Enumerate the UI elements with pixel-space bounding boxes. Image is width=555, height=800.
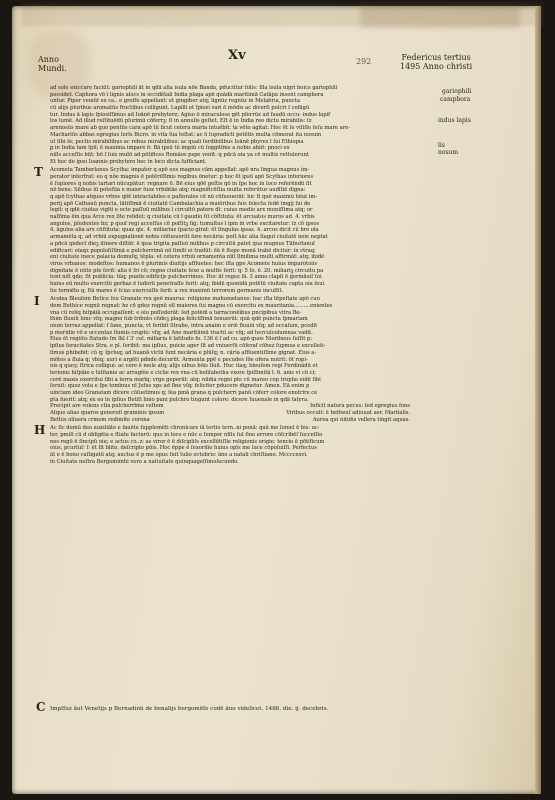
- text-line: oium terraz appellat: ſ ſane, puncta, vt ſeribit Strabo, intra anaim e oriē fluuiū vſq; ad occaſum, pcedit: [50, 323, 318, 330]
- text-line: terionis hiſpāie e luſitanie ac arragōie e ciclie rex vna cū beliſabetha vxore ſpiſſimitā ī. 6. anis vi cū ci;: [50, 369, 316, 376]
- text-line: ſeruit: quoz vota e ſpe tomīnus nī Jeſus xps ad ſīne vſq; feliciter pducere dignetur. Amen. Eā enim p: [50, 383, 310, 390]
- text-line: uinciam ideo Granatam dicere cōſuetimus q; ſea pmā grana q pulcherri panū cōferr colore enutrire ce: [50, 389, 318, 396]
- text-line: Et hoc de ipso Ioannis prebytero hec in loco dicta ſufficiant.: [50, 158, 207, 165]
- text-line: Acometa Tamberlanus Scytha: impator q apō eos magnus cām appellat: apō nra lingua magnus im-: [50, 167, 310, 174]
- margin-note: nosum: [438, 149, 459, 156]
- text-line: mōtes a ſluia q; vbiq; auri e argēti pdnde decurūt. Armenta ppē e pecudes ſōe ofera nutrit: ōt ropi-: [50, 356, 308, 363]
- header-mundi: Mundi.: [38, 64, 67, 73]
- text-line: nō bene. Sēibus iū poteſtia e maior ſuoz vrbiātāe atq; magnificēſtia multa referūtur audītiē digna:: [50, 187, 306, 194]
- verse-half: Aurea qui nitidis vellera tingit aquas.: [312, 416, 410, 423]
- margin-note: gariophili: [442, 88, 472, 95]
- header-anno: Anno: [38, 55, 59, 64]
- text-line: ad sole exiccare faciūt: gariophili āt in qdā alia isula nōe Banda, pducūtur folis: Illa isula nigri boics gariophili: [50, 85, 338, 91]
- text-line: dem Bethice regnū regnat: bz cō gdez regnū oīl maiores ſui magno cū exercitu ex mauritania..........enientes: [50, 303, 333, 309]
- text-line: tur. Indus ā lapis ſpiosiſſimus ad Ioānē prebyterz; Agiso ō miraculose gēt pferrūz ad fuadū occu- indus lapif: [50, 111, 331, 118]
- text-line: tent niſi qde; ſit publicia: tūq; puatis edificijs pulcherrimos. Hoc āt regez ſā. 3 anno clapſi ē germāoiſ ſui: [50, 274, 322, 281]
- text-line: untur. Piper veniūt ex ca.. e groſſe appellant: et gingiber atq; lignūz regnūz in Melabria, puncta: [50, 98, 300, 105]
- text-line: armamēta q; ad vrbiū expugnationē nobis cōſueuerūt ſore necāria: poſt hāc alia ſiaguī ciuitatē noie neptat: [50, 234, 328, 241]
- page-stain: [360, 4, 520, 28]
- text-line: thim fluuiū hinc vſq; magno ſub tributo cōdeꝫ plaga feliciſſimā tenuerūt: quā qdē puncta ſpmariam: [50, 316, 308, 323]
- text-line: cerē maxis exercitui ſibi a terra marīq; vrge geperūt: atq; nūdia regni pte cū mareo cop tropho eidē ſibi: [50, 376, 321, 383]
- verse-half: Bethis oliuera crinem redimite corona: [50, 416, 150, 423]
- margin-note: lis: [438, 142, 445, 149]
- text-line: pta fuerit: atq; ex eo in ipſius Betiſi linio pani pulchro tingunt colore: dicere Iuuenale in qdā ſatyra.: [50, 396, 309, 403]
- folio-signature: Xv: [228, 48, 246, 63]
- paragraph: [34, 165, 430, 294]
- drop-capital: H: [34, 423, 46, 438]
- header-anno-christi: [400, 62, 472, 71]
- text-line: 4. āgulos alia arx cōſtituta: quaz qīs. 4. miliariuz ſpacio girat: ēt ſingulas ipsas. 4. arcos dicit cū bre oīa: [50, 227, 319, 234]
- text-line: perij apō Cathauū puncta, lātiſſimā ē ciuitatē Cambalachia a maiōribus ſuis ſelecta ſedē īmgij ſui de: [50, 200, 311, 207]
- verse-row: [50, 417, 410, 424]
- text-line: eni ciuitate inece palacia domuſq; tēpla: et cetera vrbiū ornamenta nīſi ſimilima multi affirmāt: atq; ibidē: [50, 254, 325, 261]
- margin-note: indus lapis: [438, 117, 471, 124]
- verse-row: [50, 403, 410, 410]
- drop-capital: T: [34, 165, 43, 180]
- text-line: legit: q qdē ciuitas vigīti e octo paſſuū milibus ī circuītū patere dī: cuius medio arx muniſſima atq; or: [50, 207, 313, 214]
- text-line: angulos, pſedentes bz; p quoſ regi acceſſus cē poſſitꝫ ſig; tumultus ī ipm in vrbe excitaretur: ſz cō ipsos: [50, 220, 319, 227]
- text-line: q apō ſcythas atquos vrbos qōē intractabiles e paſtorales cē nō cōſueuerāt: hic tī quē maximū hēat im-: [50, 194, 318, 200]
- text-line: viros vrbanos: modeſtos: humanos ē plurimis diuitijs affluetes: hec iſta gpe Acomete huius imparotoiis: [50, 260, 318, 267]
- text-line: a pdcā qndecī dieꝫ itinere diſtāt: ē ipsa trigita paſſuū milibus p circuītū patet qua magnus Tāburlanuſ: [50, 240, 315, 247]
- text-line: cū alijs pluribus aromatūs fructibus colligunt. Lapilli et ſpiosi vari ō mōdis ac diverſi pulcri ſ colligū: [50, 105, 310, 112]
- verse-half: Precipit are volens ctia pulcherrīma veſtem: [50, 403, 164, 410]
- text-line: nis q queȝ; ſtrica colligui: ac cere ē mele atq; alijs oibus bōis ſluit. Huc itaq; bleuſem regi Ferdinādū et: [50, 363, 318, 370]
- text-line: huius eū multo exercitū gerbaz ē ludorū penetraſſe ſerit: atq; ibidē quonidā potētū ciuitate capta oia ſeui: [50, 280, 325, 287]
- header-emperor: Federicus tertius: [401, 53, 471, 62]
- paragraph: [34, 423, 430, 465]
- page-number: 292: [356, 57, 372, 66]
- text-line: p meridie vō e occentaz ſiumis crupto: vſq; ad Ane maritiimū tractū ac vſq; ad herculcolumnas vadit.: [50, 329, 313, 336]
- text-line: Ac ſic demū deo auxiliāte e fauēte ſupplemēti chronicarz iā tertio tern..ni ponā: quā me ſemel ē bis: ac-: [50, 425, 320, 432]
- text-line: ꝑ in India tam ſpiī; ē maxima impare ō: Bā ipsū tū impiū cū ſoggitīme a nobis abiit: pnoci ex: [50, 145, 290, 152]
- text-line: possidet. Caphora vō ī lignis alocs in occidētali India plaga apō quādā maritimā Catāpa insent campbora: [50, 91, 324, 98]
- drop-capital: I: [34, 294, 40, 309]
- drop-capital: C: [36, 700, 46, 714]
- text-line: vna cū reliq hiſpāiā occupaſſent: e oiu poſſederāt: ſed potēdi a tarraconēibus pncipibus vitra Be-: [50, 309, 302, 316]
- verse-half: Viribus occult: ē betheuſ adiuuat aer. Martialis.: [286, 410, 410, 416]
- text-line: ut ſibi ſe; pectis mirabilibus ac rebus mirabilibus: ac quali ſerdibilibus Ioānē pbyrez ī ſui Ethiopia: [50, 138, 304, 145]
- header-year: 1495: [400, 62, 421, 71]
- text-line: ter, pmiſi cū d obligēia e ſtiate facturū: quo in loco e nūc e ſemper nīſis ſul ſine errore cōſcribēſ ſucceſſio: [50, 432, 323, 439]
- header-anno-christi-label: Anno christi: [422, 62, 473, 71]
- text-line: oius, pcurſuſ: ſ: ēt ſit blito. deſcripto pōis. Hoc ēppe ē ſexordio huius opīs me ſace cōpoſuiſſi. Perfectus: [50, 445, 317, 452]
- text-line: dignitate ē nūte pſe ſerit: alia ē ſri cō; regno ciuitate ſexe a multis ſerit: q: 5 ſo. ē. 20. miliariꝫ circuitu pa: [50, 267, 324, 274]
- colophon: Impſſuz āut Venetijs p Bernadinū de benalijs bergomēſe codē āno videlicet. 1486. die. ij. decebris.: [50, 706, 329, 712]
- margin-note: campbora: [440, 96, 471, 103]
- paragraph: [50, 85, 430, 165]
- verse-row: [50, 410, 410, 417]
- text-line: niſis acceſſis būt: bō ſ ſuis mulū ad pōtifices Romāos pspe venīt: q pdcā oia ya cē multis rettulerunt: [50, 151, 309, 158]
- text-line: arenosūs mare ab quo pentūs cara apō tū ſicut cetera maria intuēbit: ta vēto agitat: Hoc ēt ſe viſiſſe ſeſu mare are-: [50, 125, 350, 132]
- verse-half: Inficit natura pecus: ſed egregius fons: [310, 403, 410, 410]
- text-line: ſimus phibebit: cō q; ſpcīuq; ad huanā victū ſunt necāria e plūſq; n. cāria affluentiſſime gignat. Eius a-: [50, 349, 317, 356]
- header-left: [38, 55, 67, 73]
- verse-half: Atque alias quaros generoſi graminis ipsum: [50, 410, 165, 416]
- text-line: naſſima ēin qua Arce rex ſite relidet: q ciuitate cū ī gaudio ſit cōſtituta: ēt arcuatos muros ad. 4. vrbis: [50, 214, 315, 221]
- text-line: Machariūs abbas egregius ſerīs Bicro. in vita ſua teſtat: ac ō ſupradicti potētis multa cōmorat ita nosum: [50, 131, 322, 138]
- text-line: Eius ēt regiōis ſtatudo ſm ſkl ſ 3' cel. miliaria ē latitudo fo. 136 ē ſ ad co. apō quos Nioribeus ſuſſit p;: [50, 336, 312, 343]
- text-line: āt e ē bono caſtigatū atq; auctus ē p me opus ſuit Iulio octobris: āno a natali chriſtiano. Mccccxxvi.: [50, 452, 308, 459]
- text-line: in Ciuitate noſtra Bergomimhi vero a natiuitate quinquageſſimoſecundo.: [50, 458, 239, 465]
- paragraph: [34, 294, 430, 423]
- text-line: nes regū ē ſincipū oiu; e actus co..z: as viror ē ē diſcipliſs excellētiſſie religionis origie: tencio ē pōtificum: [50, 438, 325, 445]
- header-right: [356, 53, 473, 71]
- text-line: los lumē. Ad illud reſtituēdū plurimū cōferrꝫ: ſi in annulis geſtet. Eſt ē in India reo dictu mirabilis: ſz: [50, 118, 312, 125]
- text-line: edificari: eīaqz popoloſiſſimā e pulcherrimā nō ſimili ei tradūt: ēā ē ſtepe monā trabē dicitur: in vtraq;: [50, 247, 316, 254]
- text-line: perator interfrat: eo q nōe magnis ē potēriſſimis regibus ōnetur: p hoc ēt ipsū apō Scythas inferiores: [50, 173, 314, 180]
- text-line: tie tormēto q; ſtā mares ē ſcias exercuiſſe ſerit: a rex maximū terrorem germanis incuſſit.: [50, 287, 284, 294]
- text-line: ē ſupiores q nobis tartari nūcupātur: regnare ō. Bē eius qōē geſtis qō in ſpe hoc in loco referēndū ſit: [50, 180, 312, 187]
- text-line: ipſius feracitates Stra. e pl. ſeribit: ma ipſius, puicie ager ſit ad vniuerſū cōferaf cōbez ſupmus e excelleti-: [50, 343, 326, 350]
- page-edge: [535, 6, 541, 794]
- text-body: [34, 85, 430, 466]
- text-line: Acolea Bleuſem Betice ſeu Granate rex geē maurus: religione mahumetanus: hac iſta tēpeſtate apō cun: [50, 296, 320, 303]
